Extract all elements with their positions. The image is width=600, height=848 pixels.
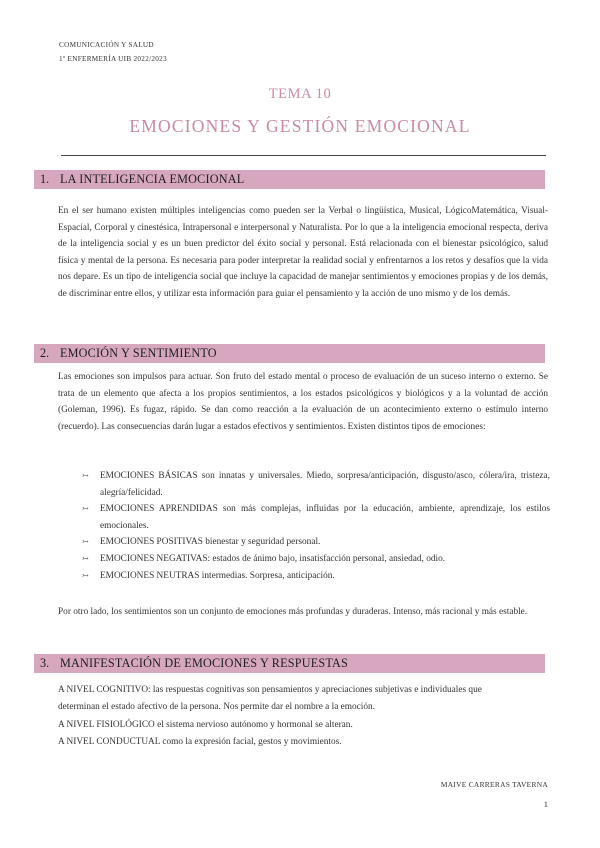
topic-number: TEMA 10 [268,86,332,102]
list-item [82,568,550,585]
response-line: A NIVEL CONDUCTUAL como la expresión facial, gestos y movimientos. [58,737,342,747]
list-item-text: EMOCIONES APRENDIDAS son más complejas, influidas por la educación, ambiente, aprendizaje, los estilos emocionales. [100,504,550,531]
arrow-bullet-icon: ↣ [82,537,89,547]
list-item-text: EMOCIONES NEUTRAS intermedias. Sorpresa, anticipación. [100,570,335,581]
arrow-bullet-icon: ↣ [82,553,89,563]
section-1-paragraph: En el ser humano existen múltiples inteligencias como pueden ser la Verbal o lingüística, Musical, LógicoMatemática, Visual-Espacial, Corporal y cinestésica, Intrapersonal e interpersonal y Naturalista. Por lo que a la inteligencia emocional respecta, deriva de la inteligencia social y es un buen predictor del éxito social y personal. Está relacionada con el bienestar psicológico, salud física y mental de la persona. Es necesaria para poder interpretar la realidad social y enfrentarnos a los retos y desafíos que la vida nos depare. Es un tipo de inteligencia social que incluye la capacidad de manejar sentimientos y emociones propias y de los demás, de discriminar entre ellos, y utilizar esta información para guiar el pensamiento y la acción de uno mismo y de los demás. [58,206,548,299]
author-name: MAIVE CARRERAS TAVERNA [440,780,548,789]
section-number: 3. [40,656,50,670]
section-number: 2. [40,346,50,360]
section-heading-2 [34,344,545,363]
arrow-bullet-icon: ↣ [82,471,89,480]
list-item-text: EMOCIONES NEGATIVAS: estados de ánimo bajo, insatisfacción personal, ansiedad, odio. [100,553,446,564]
section-heading-1 [34,170,545,189]
response-line: A NIVEL FISIOLÓGICO el sistema nervioso autónomo y hormonal se alteran. [58,720,353,730]
list-item-text: EMOCIONES BÁSICAS son innatas y universales. Miedo, sorpresa/anticipación, disgusto/asco, cólera/ira, tristeza, alegría/felicidad. [100,471,550,498]
section-title: EMOCIÓN Y SENTIMIENTO [60,346,217,360]
page-number: 1 [543,799,548,809]
section-title: MANIFESTACIÓN DE EMOCIONES Y RESPUESTAS [60,656,348,670]
section-2-paragraph: Las emociones son impulsos para actuar. Son fruto del estado mental o proceso de evaluación de un suceso interno o externo. Se trata de un elemento que afecta a los propios sentimientos, a los estados psicológicos y biológicos y a la voluntad de acción (Goleman, 1996). Es fugaz, rápido. Se dan como reacción a la evaluación de un acontecimiento externo o estímulo interno (recuerdo). Las consecuencias darán lugar a estados efectivos y sentimientos. Existen distintos tipos de emociones: [58,372,548,432]
list-item [82,501,550,534]
response-line: A NIVEL COGNITIVO: las respuestas cognitivas son pensamientos y apreciaciones subjetivas e individuales que [58,685,482,695]
response-line: determinan el estado afectivo de la persona. Nos permite dar el nombre a la emoción. [58,702,376,712]
section-2-closing: Por otro lado, los sentimientos son un conjunto de emociones más profundas y duraderas. Intenso, más racional y más estable. [58,607,528,617]
arrow-bullet-icon: ↣ [82,570,89,580]
list-item-text: EMOCIONES POSITIVAS bienestar y seguridad personal. [100,537,321,548]
page-title: EMOCIONES Y GESTIÓN EMOCIONAL [129,116,471,136]
list-item [82,468,550,501]
section-title: LA INTELIGENCIA EMOCIONAL [60,172,245,186]
title-divider [61,155,546,156]
section-heading-3 [34,654,545,673]
list-item [82,551,550,568]
course-year: 1º ENFERMERÍA UIB 2022/2023 [59,55,167,63]
emotion-types-list [82,468,550,584]
list-item [82,534,550,551]
course-name: COMUNICACIÓN Y SALUD [59,41,154,49]
document-header [59,38,167,66]
arrow-bullet-icon: ↣ [82,504,89,514]
section-number: 1. [40,172,50,186]
